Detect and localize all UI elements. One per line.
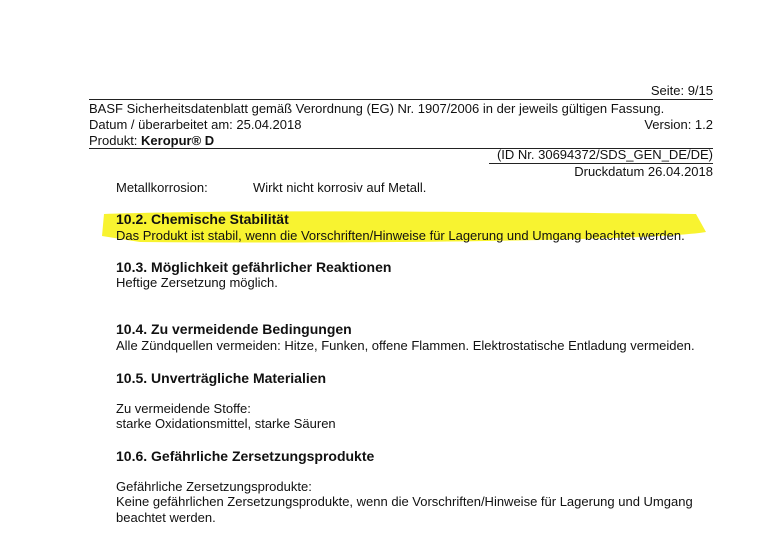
section-heading-10-3: 10.3. Möglichkeit gefährlicher Reaktionen [116, 259, 392, 275]
section-heading-10-5: 10.5. Unverträgliche Materialien [116, 370, 327, 386]
print-date: Druckdatum 26.04.2018 [574, 164, 713, 179]
product-label: Produkt: [89, 133, 142, 148]
version: Version: 1.2 [644, 117, 713, 132]
product-line [89, 133, 214, 149]
header-rule-top [89, 99, 713, 100]
section-heading-10-4: 10.4. Zu vermeidende Bedingungen [116, 321, 352, 337]
section-text-10-6-line1: Gefährliche Zersetzungsprodukte: [116, 479, 312, 494]
section-heading-10-6: 10.6. Gefährliche Zersetzungsprodukte [116, 448, 375, 464]
section-heading-10-2: 10.2. Chemische Stabilität [116, 211, 289, 227]
section-text-10-2: Das Produkt ist stabil, wenn die Vorschriften/Hinweise für Lagerung und Umgang beachtet werden. [116, 228, 685, 243]
page-number: Seite: 9/15 [650, 83, 713, 98]
section-text-10-6-line3: beachtet werden. [116, 510, 216, 525]
section-text-10-4: Alle Zündquellen vermeiden: Hitze, Funken, offene Flammen. Elektrostatische Entladung vermeiden. [116, 338, 695, 353]
section-text-10-5-line2: starke Oxidationsmittel, starke Säuren [116, 416, 336, 431]
corrosion-value: Wirkt nicht korrosiv auf Metall. [253, 180, 427, 195]
section-text-10-6-line2: Keine gefährlichen Zersetzungsprodukte, wenn die Vorschriften/Hinweise für Lagerung und Umgang [116, 494, 693, 509]
section-text-10-5-line1: Zu vermeidende Stoffe: [116, 401, 251, 416]
corrosion-label: Metallkorrosion: [116, 180, 208, 195]
document-id: (ID Nr. 30694372/SDS_GEN_DE/DE) [496, 147, 713, 162]
section-text-10-3: Heftige Zersetzung möglich. [116, 275, 278, 290]
document-title: BASF Sicherheitsdatenblatt gemäß Verordnung (EG) Nr. 1907/2006 in der jeweils gültigen Fassung. [89, 101, 665, 116]
product-name: Keropur® D [141, 133, 215, 148]
revision-date: Datum / überarbeitet am: 25.04.2018 [89, 117, 302, 132]
